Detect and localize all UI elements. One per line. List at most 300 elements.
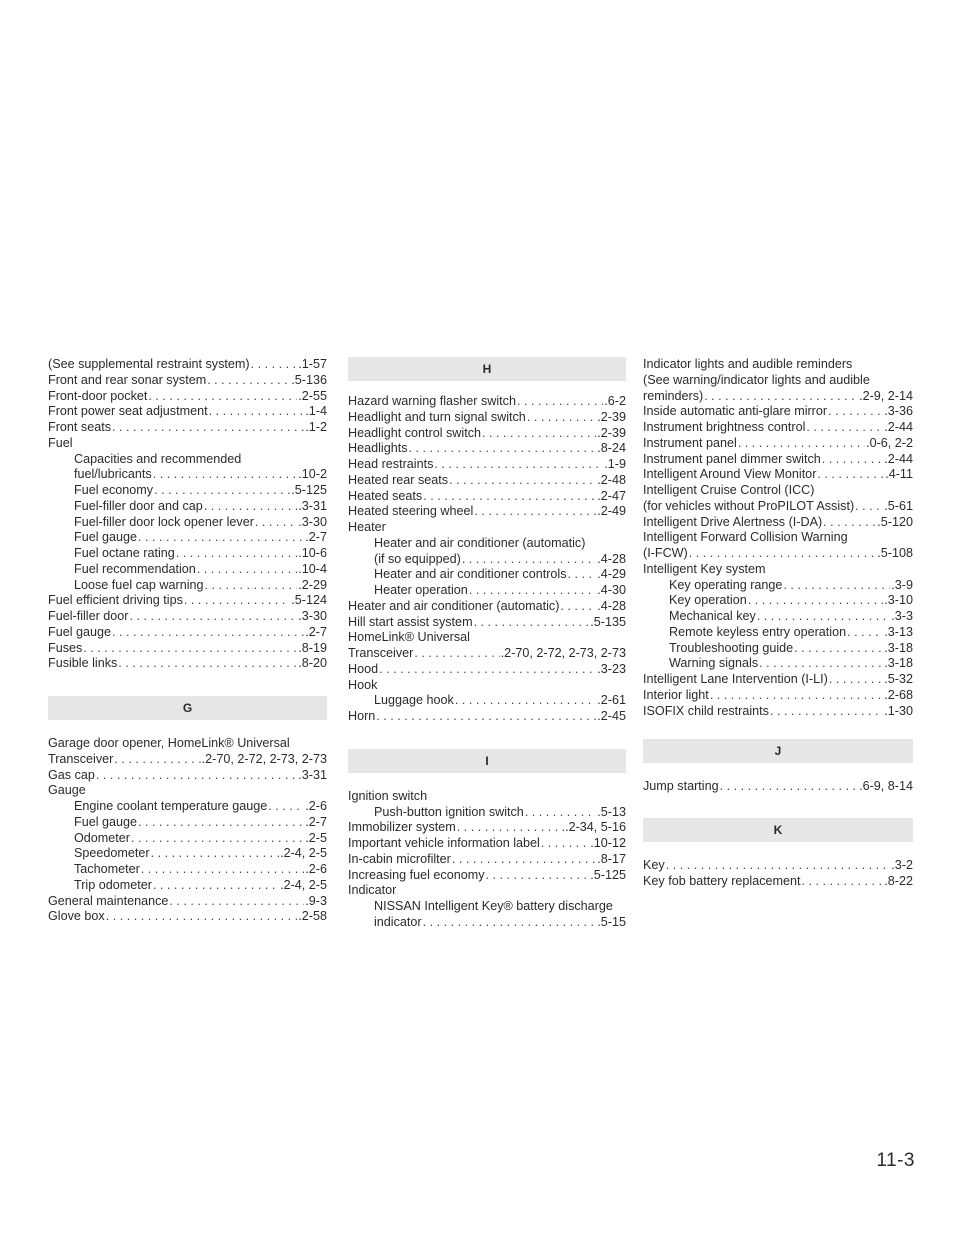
index-subentry-line: NISSAN Intelligent Key® battery discharge bbox=[374, 899, 613, 913]
dot-leader bbox=[855, 499, 883, 515]
index-subentry bbox=[348, 567, 626, 583]
index-heading-line: (See warning/indicator lights and audible bbox=[643, 372, 870, 387]
entry-page: .2-6 bbox=[305, 862, 327, 876]
index-heading: Intelligent Cruise Control (ICC) bbox=[643, 483, 815, 497]
entry-page: .2-34, 5-16 bbox=[565, 820, 626, 835]
index-subentry-line: Heater and air conditioner (automatic) bbox=[374, 535, 586, 550]
entry-label: Engine coolant temperature gauge bbox=[74, 799, 268, 813]
page-number: 11-3 bbox=[876, 1150, 915, 1171]
entry-label: Horn bbox=[348, 709, 376, 723]
index-heading: HomeLink® Universal bbox=[348, 630, 470, 645]
entry-label: Heater operation bbox=[374, 583, 468, 597]
entry-page: .9-3 bbox=[305, 893, 327, 908]
index-subentry bbox=[48, 515, 327, 531]
entry-page: .3-13 bbox=[884, 624, 913, 639]
index-entry bbox=[48, 389, 327, 405]
dot-leader bbox=[806, 420, 883, 436]
index-subentry bbox=[48, 862, 327, 878]
dot-leader bbox=[568, 567, 597, 583]
index-entry bbox=[643, 452, 913, 468]
index-subentry bbox=[348, 915, 626, 931]
entry-page: .10-6 bbox=[298, 546, 327, 560]
index-heading: Intelligent Forward Collision Warning bbox=[643, 530, 848, 545]
entry-page: .6-2 bbox=[604, 394, 626, 408]
entry-label: Odometer bbox=[74, 830, 130, 845]
index-column-1 bbox=[48, 357, 327, 925]
entry-label: Fuel octane rating bbox=[74, 546, 175, 560]
index-entry bbox=[48, 894, 327, 910]
index-subentry bbox=[348, 693, 626, 709]
index-entry bbox=[348, 820, 626, 836]
entry-page: .2-7 bbox=[305, 814, 327, 829]
dot-leader bbox=[482, 426, 596, 442]
index-subentry bbox=[348, 805, 626, 821]
dot-leader bbox=[130, 609, 298, 625]
dot-leader bbox=[169, 894, 304, 910]
section-letter-h: H bbox=[348, 357, 626, 381]
entry-label: Front power seat adjustment bbox=[48, 404, 208, 419]
dot-leader bbox=[151, 846, 279, 862]
entry-label: Headlight control switch bbox=[348, 425, 481, 440]
entry-page: .2-47 bbox=[597, 488, 626, 503]
entry-page: .2-5 bbox=[305, 830, 327, 845]
entry-page: .6-9, 8-14 bbox=[859, 779, 913, 794]
entry-label: Heated rear seats bbox=[348, 472, 449, 487]
entry-label: Immobilizer system bbox=[348, 820, 456, 835]
entry-page: .3-31 bbox=[298, 498, 327, 513]
dot-leader bbox=[822, 452, 884, 468]
entry-label: fuel/lubricants bbox=[74, 467, 152, 482]
section-letter-k: K bbox=[643, 818, 913, 842]
entry-page: .5-15 bbox=[597, 914, 626, 929]
index-entry bbox=[48, 909, 327, 925]
dot-leader bbox=[148, 389, 297, 405]
dot-leader bbox=[423, 489, 596, 505]
index-entry bbox=[48, 768, 327, 784]
index-subentry bbox=[48, 578, 327, 594]
entry-label: Head restraints bbox=[348, 457, 434, 471]
dot-leader bbox=[112, 625, 304, 641]
dot-leader bbox=[114, 752, 200, 768]
index-subentry bbox=[643, 641, 913, 657]
dot-leader bbox=[469, 583, 596, 599]
entry-label: Key fob battery replacement bbox=[643, 873, 801, 888]
dot-leader bbox=[138, 530, 304, 546]
entry-page: .2-7 bbox=[305, 624, 327, 639]
dot-leader bbox=[141, 862, 305, 878]
entry-page: .2-4, 2-5 bbox=[280, 877, 327, 892]
dot-leader bbox=[666, 858, 891, 874]
index-entry bbox=[348, 457, 626, 473]
entry-page: .2-45 bbox=[597, 709, 626, 723]
entry-label: Luggage hook bbox=[374, 693, 454, 708]
index-subentry bbox=[48, 499, 327, 515]
entry-page: .10-2 bbox=[298, 467, 327, 482]
entry-page: .2-29 bbox=[298, 577, 327, 592]
dot-leader bbox=[197, 562, 297, 578]
entry-page: .2-70, 2-72, 2-73, 2-73 bbox=[201, 751, 327, 766]
entry-label: Tachometer bbox=[74, 862, 140, 876]
entry-page: .1-9 bbox=[604, 457, 626, 471]
index-subentry bbox=[48, 562, 327, 578]
dot-leader bbox=[474, 615, 590, 631]
entry-label: Heated steering wheel bbox=[348, 504, 474, 519]
index-entry bbox=[348, 868, 626, 884]
dot-leader bbox=[154, 483, 290, 499]
dot-leader bbox=[153, 878, 279, 894]
index-entry bbox=[348, 646, 626, 662]
entry-page: .3-3 bbox=[891, 609, 913, 623]
index-heading: Ignition switch bbox=[348, 788, 428, 803]
dot-leader bbox=[525, 805, 596, 821]
index-entry bbox=[643, 672, 913, 688]
dot-leader bbox=[738, 436, 865, 452]
index-entry bbox=[348, 410, 626, 426]
entry-label: Remote keyless entry operation bbox=[669, 624, 847, 639]
entry-page: .2-44 bbox=[884, 420, 913, 434]
index-subentry bbox=[48, 467, 327, 483]
entry-label: Fuel-filler door lock opener lever bbox=[74, 514, 254, 529]
dot-leader bbox=[251, 357, 298, 373]
dot-leader bbox=[517, 394, 603, 410]
dot-leader bbox=[828, 404, 883, 420]
entry-page: .0-6, 2-2 bbox=[866, 435, 913, 450]
index-entry bbox=[348, 489, 626, 505]
dot-leader bbox=[209, 404, 305, 420]
index-subentry bbox=[643, 625, 913, 641]
entry-label: Intelligent Around View Monitor bbox=[643, 467, 817, 482]
entry-page: .8-20 bbox=[298, 656, 327, 671]
entry-page: .5-125 bbox=[590, 867, 626, 882]
dot-leader bbox=[138, 815, 304, 831]
entry-label: Fuel-filler door and cap bbox=[74, 498, 203, 513]
index-subentry bbox=[643, 578, 913, 594]
entry-page: .2-4, 2-5 bbox=[280, 846, 327, 861]
dot-leader bbox=[527, 410, 596, 426]
entry-label: Inside automatic anti-glare mirror bbox=[643, 404, 828, 419]
entry-label: Intelligent Drive Alertness (I-DA) bbox=[643, 514, 823, 529]
index-entry bbox=[48, 625, 327, 641]
dot-leader bbox=[153, 467, 298, 483]
entry-label: Hill start assist system bbox=[348, 614, 473, 629]
entry-label: Front and rear sonar system bbox=[48, 372, 207, 387]
index-subentry bbox=[48, 483, 327, 499]
index-entry bbox=[348, 504, 626, 520]
index-entry bbox=[348, 394, 626, 410]
entry-page: .8-19 bbox=[298, 640, 327, 655]
dot-leader bbox=[106, 909, 298, 925]
dot-leader bbox=[474, 504, 596, 520]
entry-page: .1-2 bbox=[305, 420, 327, 434]
index-entry bbox=[48, 373, 327, 389]
index-entry bbox=[48, 593, 327, 609]
index-entry bbox=[348, 599, 626, 615]
entry-page: .2-39 bbox=[597, 425, 626, 440]
dot-leader bbox=[823, 515, 876, 531]
dot-leader bbox=[434, 457, 603, 473]
entry-label: Instrument panel dimmer switch bbox=[643, 451, 821, 466]
dot-leader bbox=[118, 656, 297, 672]
dot-leader bbox=[184, 593, 290, 609]
index-entry bbox=[348, 852, 626, 868]
entry-label: Push-button ignition switch bbox=[374, 804, 524, 819]
entry-page: .5-32 bbox=[884, 672, 913, 686]
index-entry bbox=[348, 615, 626, 631]
entry-label: Heater and air conditioner (automatic) bbox=[348, 598, 560, 613]
index-subentry bbox=[48, 878, 327, 894]
entry-label: Jump starting bbox=[643, 779, 719, 794]
index-subentry bbox=[348, 552, 626, 568]
entry-label: Increasing fuel economy bbox=[348, 867, 485, 882]
entry-page: .3-9 bbox=[891, 577, 913, 592]
dot-leader bbox=[255, 515, 297, 531]
dot-leader bbox=[486, 868, 590, 884]
dot-leader bbox=[205, 578, 298, 594]
index-heading: Hook bbox=[348, 677, 378, 692]
index-subentry bbox=[643, 656, 913, 672]
index-entry bbox=[348, 836, 626, 852]
entry-label: Fuses bbox=[48, 640, 83, 655]
dot-leader bbox=[409, 441, 597, 457]
index-heading: Gauge bbox=[48, 783, 86, 798]
index-heading: Garage door opener, HomeLink® Universal bbox=[48, 736, 290, 750]
entry-label: (I-FCW) bbox=[643, 546, 688, 560]
index-entry bbox=[348, 426, 626, 442]
index-subentry bbox=[48, 530, 327, 546]
entry-label: In-cabin microfilter bbox=[348, 851, 451, 866]
entry-label: Headlight and turn signal switch bbox=[348, 409, 526, 424]
index-subentry bbox=[48, 831, 327, 847]
dot-leader bbox=[423, 915, 597, 931]
dot-leader bbox=[83, 641, 297, 657]
entry-label: Loose fuel cap warning bbox=[74, 577, 204, 592]
index-subentry bbox=[48, 815, 327, 831]
section-letter-j: J bbox=[643, 739, 913, 763]
dot-leader bbox=[748, 593, 884, 609]
entry-page: .3-30 bbox=[298, 609, 327, 623]
entry-page: .4-29 bbox=[597, 567, 626, 582]
entry-label: Fusible links bbox=[48, 656, 118, 671]
entry-page: .2-7 bbox=[305, 530, 327, 545]
dot-leader bbox=[207, 373, 290, 389]
entry-label: Hood bbox=[348, 661, 379, 676]
entry-label: Transceiver bbox=[48, 751, 114, 766]
dot-leader bbox=[457, 820, 564, 836]
index-entry bbox=[643, 546, 913, 562]
index-entry bbox=[643, 515, 913, 531]
entry-label: Headlights bbox=[348, 441, 408, 456]
index-entry bbox=[643, 420, 913, 436]
entry-page: .2-61 bbox=[597, 693, 626, 708]
index-entry bbox=[643, 467, 913, 483]
index-subentry bbox=[643, 593, 913, 609]
dot-leader bbox=[462, 552, 596, 568]
entry-page: .2-6 bbox=[305, 799, 327, 813]
entry-page: .3-10 bbox=[884, 593, 913, 608]
dot-leader bbox=[817, 467, 884, 483]
entry-label: Intelligent Lane Intervention (I-LI) bbox=[643, 672, 828, 686]
entry-label: Troubleshooting guide bbox=[669, 640, 794, 655]
entry-page: .8-17 bbox=[597, 851, 626, 866]
dot-leader bbox=[268, 799, 304, 815]
index-column-3 bbox=[643, 357, 913, 890]
entry-page: .2-48 bbox=[597, 472, 626, 487]
entry-page: .5-13 bbox=[597, 804, 626, 819]
dot-leader bbox=[704, 389, 858, 405]
entry-label: (See supplemental restraint system) bbox=[48, 357, 250, 371]
entry-page: .2-58 bbox=[298, 909, 327, 924]
index-entry bbox=[643, 688, 913, 704]
entry-label: Glove box bbox=[48, 909, 105, 924]
entry-page: .3-18 bbox=[884, 656, 913, 671]
entry-label: Front-door pocket bbox=[48, 388, 148, 403]
index-entry bbox=[348, 441, 626, 457]
entry-label: Fuel-filler door bbox=[48, 609, 129, 623]
dot-leader bbox=[560, 599, 596, 615]
index-entry bbox=[348, 709, 626, 725]
index-heading: Intelligent Key system bbox=[643, 561, 766, 576]
index-entry bbox=[643, 436, 913, 452]
index-entry bbox=[48, 609, 327, 625]
entry-page: .2-9, 2-14 bbox=[859, 388, 913, 403]
index-entry bbox=[48, 641, 327, 657]
entry-label: Fuel recommendation bbox=[74, 561, 196, 576]
entry-page: .5-61 bbox=[884, 498, 913, 513]
entry-page: .10-12 bbox=[590, 836, 626, 850]
dot-leader bbox=[720, 779, 859, 795]
entry-label: (if so equipped) bbox=[374, 551, 461, 566]
entry-page: .3-30 bbox=[298, 514, 327, 529]
index-entry bbox=[643, 779, 913, 795]
dot-leader bbox=[131, 831, 304, 847]
entry-label: Hazard warning flasher switch bbox=[348, 394, 516, 408]
entry-page: .5-120 bbox=[877, 514, 913, 529]
dot-leader bbox=[847, 625, 883, 641]
index-entry bbox=[48, 656, 327, 672]
entry-page: .1-4 bbox=[305, 404, 327, 419]
entry-page: .3-31 bbox=[298, 767, 327, 782]
index-entry bbox=[643, 404, 913, 420]
entry-page: .10-4 bbox=[298, 561, 327, 576]
entry-label: Warning signals bbox=[669, 656, 759, 671]
index-column-2 bbox=[348, 357, 626, 931]
dot-leader bbox=[710, 688, 883, 704]
entry-page: .5-125 bbox=[291, 483, 327, 497]
index-entry bbox=[643, 874, 913, 890]
index-subentry bbox=[48, 799, 327, 815]
entry-label: Speedometer bbox=[74, 846, 150, 861]
entry-label: Mechanical key bbox=[669, 609, 756, 623]
entry-page: .1-30 bbox=[884, 703, 913, 718]
dot-leader bbox=[757, 609, 890, 625]
entry-page: .4-30 bbox=[597, 583, 626, 597]
entry-page: .2-55 bbox=[298, 388, 327, 403]
entry-page: .8-22 bbox=[884, 873, 913, 888]
entry-page: .2-44 bbox=[884, 451, 913, 466]
index-entry bbox=[643, 858, 913, 874]
entry-page: .8-24 bbox=[597, 441, 626, 456]
index-entry bbox=[348, 473, 626, 489]
index-entry bbox=[348, 662, 626, 678]
entry-page: .5-135 bbox=[590, 614, 626, 629]
entry-page: .2-49 bbox=[597, 504, 626, 519]
dot-leader bbox=[770, 704, 883, 720]
entry-page: .2-39 bbox=[597, 409, 626, 424]
dot-leader bbox=[452, 852, 596, 868]
dot-leader bbox=[176, 546, 297, 562]
dot-leader bbox=[783, 578, 890, 594]
index-entry bbox=[48, 420, 327, 436]
entry-page: .3-23 bbox=[597, 661, 626, 676]
entry-page: .4-11 bbox=[885, 467, 913, 482]
entry-page: .3-2 bbox=[891, 858, 913, 872]
index-heading: Indicator bbox=[348, 883, 397, 898]
entry-label: reminders) bbox=[643, 388, 704, 403]
dot-leader bbox=[829, 672, 883, 688]
entry-label: Key bbox=[643, 858, 665, 872]
dot-leader bbox=[802, 874, 884, 890]
entry-label: Fuel gauge bbox=[74, 530, 138, 545]
index-subentry bbox=[348, 583, 626, 599]
entry-label: General maintenance bbox=[48, 893, 169, 908]
entry-page: .2-70, 2-72, 2-73, 2-73 bbox=[500, 646, 626, 660]
index-entry bbox=[48, 752, 327, 768]
entry-page: .2-68 bbox=[884, 687, 913, 702]
dot-leader bbox=[112, 420, 304, 436]
entry-label: Transceiver bbox=[348, 646, 414, 660]
dot-leader bbox=[414, 646, 499, 662]
entry-page: .3-18 bbox=[884, 640, 913, 655]
index-heading: Heater bbox=[348, 520, 386, 534]
dot-leader bbox=[449, 473, 596, 489]
index-entry bbox=[643, 389, 913, 405]
dot-leader bbox=[376, 709, 596, 725]
index-heading: Indicator lights and audible reminders bbox=[643, 357, 853, 371]
entry-label: Important vehicle information label bbox=[348, 836, 540, 850]
entry-label: indicator bbox=[374, 914, 422, 929]
entry-label: (for vehicles without ProPILOT Assist) bbox=[643, 498, 855, 513]
entry-label: Front seats bbox=[48, 420, 111, 434]
dot-leader bbox=[96, 768, 297, 784]
dot-leader bbox=[379, 662, 596, 678]
entry-page: .5-108 bbox=[877, 546, 913, 560]
entry-label: Interior light bbox=[643, 687, 709, 702]
entry-label: Instrument brightness control bbox=[643, 420, 806, 434]
dot-leader bbox=[541, 836, 589, 852]
index-subentry bbox=[48, 846, 327, 862]
entry-label: Instrument panel bbox=[643, 435, 737, 450]
section-letter-g: G bbox=[48, 696, 327, 720]
entry-label: ISOFIX child restraints bbox=[643, 703, 769, 718]
index-subentry bbox=[643, 609, 913, 625]
entry-label: Heated seats bbox=[348, 488, 423, 503]
dot-leader bbox=[455, 693, 596, 709]
entry-label: Key operating range bbox=[669, 577, 783, 592]
section-letter-i: I bbox=[348, 749, 626, 773]
entry-page: .4-28 bbox=[597, 598, 626, 613]
entry-label: Fuel economy bbox=[74, 483, 154, 497]
entry-label: Trip odometer bbox=[74, 877, 152, 892]
index-heading: Fuel bbox=[48, 435, 73, 450]
index-entry bbox=[643, 704, 913, 720]
index-entry bbox=[643, 499, 913, 515]
index-subentry-line: Capacities and recommended bbox=[74, 451, 242, 466]
index-entry bbox=[48, 404, 327, 420]
entry-page: .4-28 bbox=[597, 551, 626, 566]
dot-leader bbox=[759, 656, 883, 672]
dot-leader bbox=[204, 499, 297, 515]
entry-label: Fuel gauge bbox=[74, 814, 138, 829]
